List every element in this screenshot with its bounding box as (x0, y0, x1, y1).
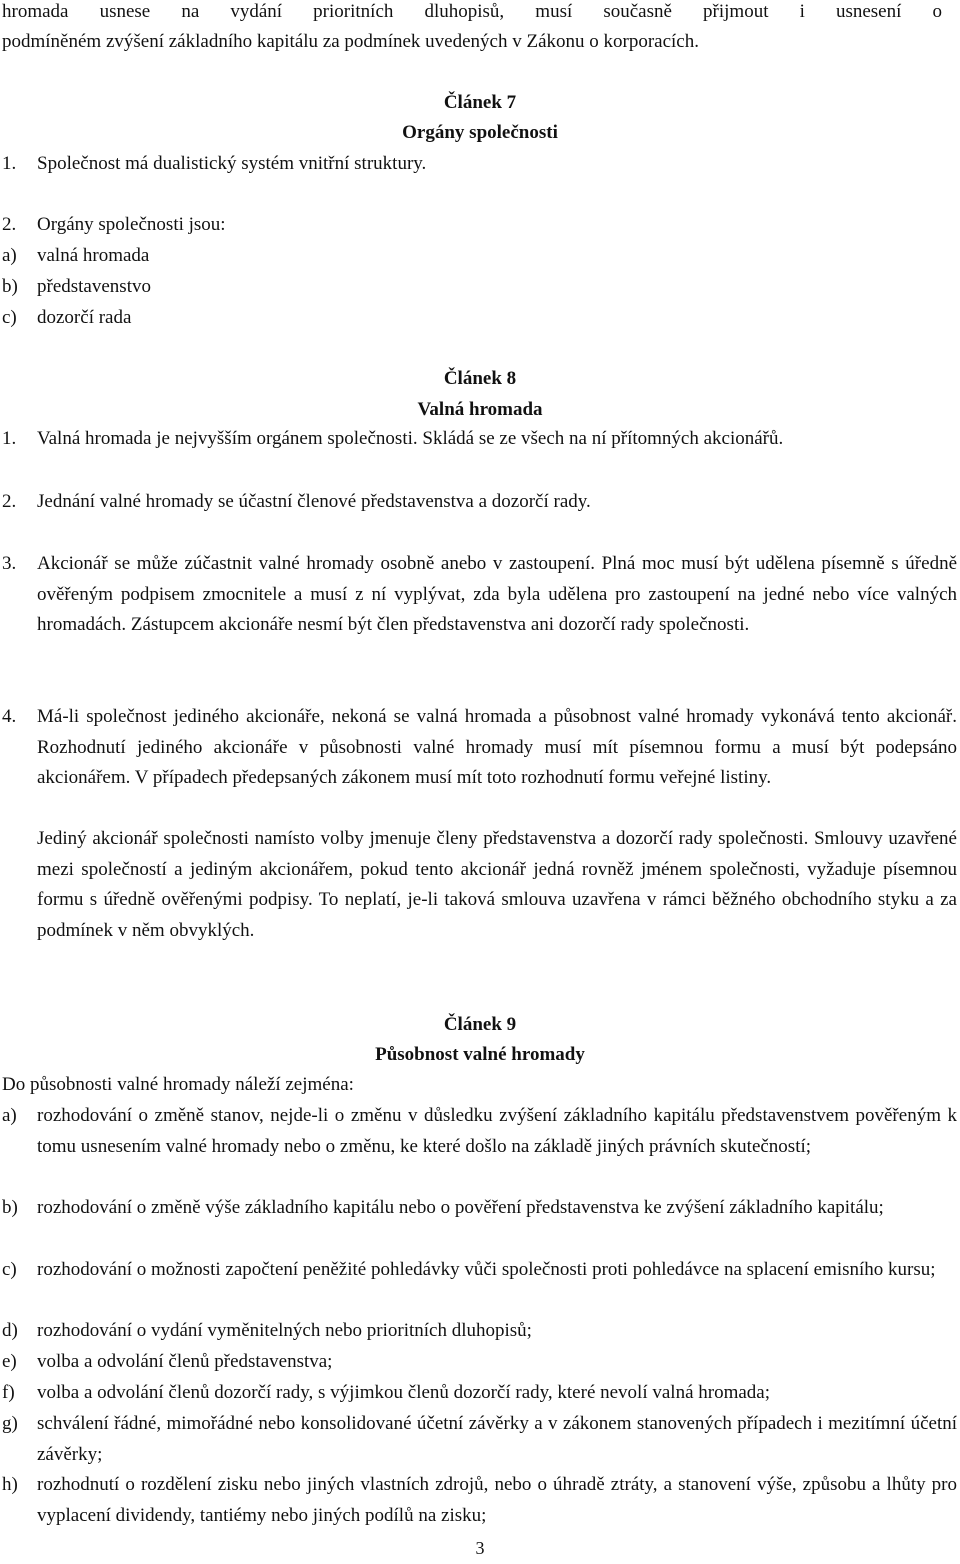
article-8-p4-text: Má-li společnost jediného akcionáře, nekoná se valná hromada a působnost valné hromady vykonává tento akcionář. Rozhodnutí jediného akcionáře v působnosti valné hromady musí mít písemnou formu a musí být podepsáno akcionářem. V případech předepsaných zákonem musí mít toto rozhodnutí formu veřejné listiny. (37, 706, 957, 788)
article-7-item-c-label: c) (2, 307, 17, 328)
article-9-item-f-text: volba a odvolání členů dozorčí rady, s výjimkou členů dozorčí rady, které nevolí valná hromada; (37, 1382, 771, 1403)
article-9-lead: Do působnosti valné hromady náleží zejména: (2, 1074, 354, 1095)
article-7-p2-text: Orgány společnosti jsou: (37, 214, 226, 235)
article-8-p1-number: 1. (2, 428, 17, 449)
article-9-item-g-text: schválení řádné, mimořádné nebo konsolidované účetní závěrky a v zákonem stanovených případech i mezitímní účetní závěrky; (37, 1413, 957, 1465)
article-9-item-b-text: rozhodování o změně výše základního kapitálu nebo o pověření představenstva ke zvýšení základního kapitálu; (37, 1197, 884, 1218)
article-9-subtitle: Působnost valné hromady (375, 1044, 585, 1065)
article-9-item-c-label: c) (2, 1259, 17, 1280)
article-7-item-b-text: představenstvo (37, 276, 151, 297)
page-number: 3 (475, 1538, 485, 1558)
article-9-item-a-text: rozhodování o změně stanov, nejde-li o změnu v důsledku zvýšení základního kapitálu představenstvem pověřeným k tomu usnesením valné hromady nebo o změnu, ke které došlo na základě jiných právních skutečností; (37, 1105, 957, 1157)
article-7-p1-text: Společnost má dualistický systém vnitřní struktury. (37, 153, 427, 174)
article-8-p1-text: Valná hromada je nejvyšším orgánem společnosti. Skládá se ze všech na ní přítomných akcionářů. (37, 428, 784, 449)
article-9-item-b-label: b) (2, 1197, 18, 1218)
article-9-item-h-label: h) (2, 1474, 18, 1495)
article-8-p3-text: Akcionář se může zúčastnit valné hromady osobně anebo v zastoupení. Plná moc musí být udělena písemně s úředně ověřeným podpisem zmocnitele a musí z ní vyplývat, zda byla udělena pro zastoupení na jedné nebo více valných hromadách. Zástupcem akcionáře nesmí být člen představenstva ani dozorčí rady společnosti. (37, 553, 957, 635)
article-9-item-e-text: volba a odvolání členů představenstva; (37, 1351, 333, 1372)
article-7-p2-number: 2. (2, 214, 17, 235)
article-9-item-a-label: a) (2, 1105, 17, 1126)
article-9-item-c-text: rozhodování o možnosti započtení peněžité pohledávky vůči společnosti proti pohledávce na splacení emisního kursu; (37, 1259, 936, 1280)
article-7-title: Článek 7 (443, 92, 517, 113)
intro-line-2: podmíněném zvýšení základního kapitálu za podmínek uvedených v Zákonu o korporacích. (2, 31, 699, 52)
article-7-item-a-label: a) (2, 245, 17, 266)
article-7-p1-number: 1. (2, 153, 17, 174)
article-8-p2-number: 2. (2, 491, 17, 512)
article-8-subtitle: Valná hromada (417, 399, 543, 420)
article-9-item-d-text: rozhodování o vydání vyměnitelných nebo prioritních dluhopisů; (37, 1320, 532, 1341)
article-9-item-f-label: f) (2, 1382, 15, 1403)
article-9-title: Článek 9 (443, 1014, 517, 1035)
article-9-item-d-label: d) (2, 1320, 18, 1341)
article-9-item-g-label: g) (2, 1413, 18, 1434)
article-7-item-a-text: valná hromada (37, 245, 150, 266)
article-8-title: Článek 8 (443, 368, 517, 389)
article-8-p4-number: 4. (2, 706, 17, 727)
article-7-subtitle: Orgány společnosti (402, 122, 558, 143)
article-9-item-h-text: rozhodnutí o rozdělení zisku nebo jiných vlastních zdrojů, nebo o úhradě ztráty, a stanovení výše, způsobu a lhůty pro vyplacení dividendy, tantiémy nebo jiných podílů na zisku; (37, 1474, 957, 1526)
article-8-p3-number: 3. (2, 553, 17, 574)
article-7-item-b-label: b) (2, 276, 18, 297)
intro-line-1: hromada usnese na vydání prioritních dluhopisů, musí současně přijmout i usnesení o (2, 1, 942, 22)
article-8-p5-text: Jediný akcionář společnosti namísto volby jmenuje členy představenstva a dozorčí rady společnosti. Smlouvy uzavřené mezi společností a jediným akcionářem, pokud tento akcionář jedná rovněž jménem společnosti, vyžaduje písemnou formu s úředně ověřenými podpisy. To neplatí, je-li taková smlouva uzavřena v rámci běžného obchodního styku a za podmínek v něm obvyklých. (37, 828, 957, 941)
article-7-item-c-text: dozorčí rada (37, 307, 132, 328)
article-8-p2-text: Jednání valné hromady se účastní členové představenstva a dozorčí rady. (37, 491, 591, 512)
article-9-item-e-label: e) (2, 1351, 17, 1372)
